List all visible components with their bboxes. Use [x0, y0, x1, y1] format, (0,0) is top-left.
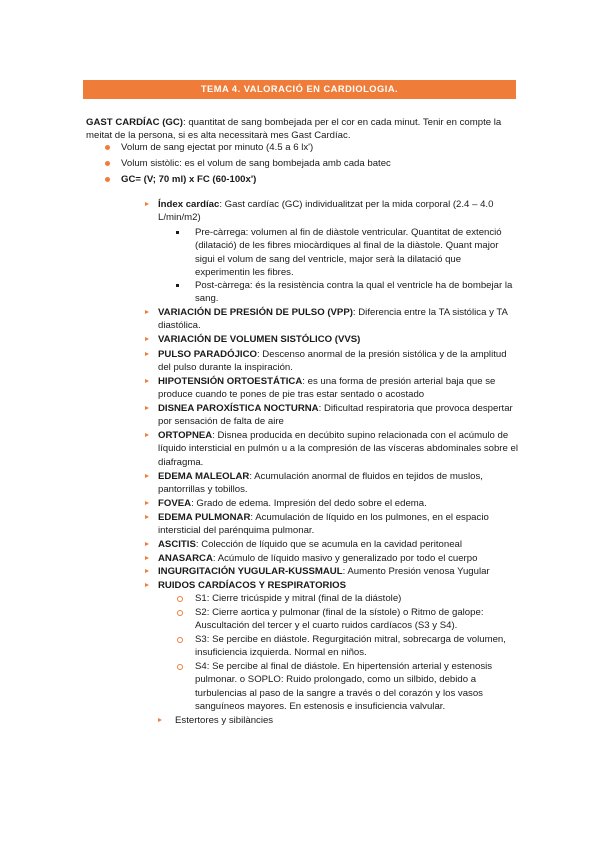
bullet-square-icon: [176, 231, 179, 234]
list-item: EDEMA PULMONAR: Acumulación de líquido en los pulmones, en el espacio intersticial del parénquima pulmonar.: [158, 512, 489, 537]
bullet-circle-icon: [177, 610, 183, 616]
intro-term: GAST CARDÍAC (GC): [86, 117, 183, 128]
bullet-arrow-icon: [145, 501, 149, 505]
bullet-arrow-icon: [158, 718, 162, 722]
list-item: ASCITIS: Colección de líquido que se acumula en la cavidad peritoneal: [158, 539, 462, 550]
bullet-arrow-icon: [145, 474, 149, 478]
bullet-arrow-icon: [145, 569, 149, 573]
list-item: S1: Cierre tricúspide y mitral (final de la diástole): [195, 593, 402, 604]
bullet-arrow-icon: [145, 352, 149, 356]
bullet-square-icon: [176, 284, 179, 287]
list-item: RUIDOS CARDÍACOS Y RESPIRATORIOS: [158, 580, 346, 591]
list-item: Post-càrrega: és la resistència contra la qual el ventricle ha de bombejar la sang.: [195, 280, 513, 305]
bullet-dot-icon: [105, 145, 110, 150]
list-item: ORTOPNEA: Disnea producida en decúbito supino relacionada con el acúmulo de líquido intersticial en pulmón u a la compresión de las vísceras abdominales sobre el diafragma.: [158, 430, 518, 468]
bullet-arrow-icon: [145, 583, 149, 587]
intro-text: : quantitat de sang bombejada per el cor en cada minut. Tenir en compte la meitat de la persona, si es alta necessitarà mes Gast Cardíac.: [86, 117, 502, 142]
list-item: Estertores y sibilàncies: [175, 715, 274, 726]
list-item: VARIACIÓN DE VOLUMEN SISTÓLICO (VVS): [158, 334, 361, 345]
page-title: TEMA 4. VALORACIÓ EN CARDIOLOGIA.: [83, 80, 516, 99]
list-item: Volum de sang ejectat por minuto (4.5 a 6 lx'): [121, 142, 314, 153]
bullet-dot-icon: [105, 161, 110, 166]
bullet-circle-icon: [177, 664, 183, 670]
bullet-arrow-icon: [145, 433, 149, 437]
bullet-arrow-icon: [145, 310, 149, 314]
bullet-arrow-icon: [145, 379, 149, 383]
bullet-circle-icon: [177, 596, 183, 602]
list-item: S3: Se percibe en diástole. Regurgitación mitral, sobrecarga de volumen, insuficiencia izquierda. Normal en niños.: [195, 634, 506, 659]
list-item: PULSO PARADÓJICO: Descenso anormal de la presión sistólica y de la amplitud del pulso durante la inspiración.: [158, 349, 507, 374]
list-item: ANASARCA: Acúmulo de líquido masivo y generalizado por todo el cuerpo: [158, 553, 478, 564]
bullet-arrow-icon: [145, 515, 149, 519]
list-item: VARIACIÓN DE PRESIÓN DE PULSO (VPP): Diferencia entre la TA sistólica y TA diastólica.: [158, 307, 508, 332]
intro-paragraph: [86, 116, 516, 143]
bullet-arrow-icon: [145, 202, 149, 206]
list-item: Índex cardíac: Gast cardíac (GC) individualitzat per la mida corporal (2.4 – 4.0 L/min/m2): [158, 199, 494, 224]
list-item: Volum sistòlic: es el volum de sang bombejada amb cada batec: [121, 158, 391, 169]
list-item: GC= (V; 70 ml) x FC (60-100x'): [121, 174, 257, 185]
list-item: FOVEA: Grado de edema. Impresión del dedo sobre el edema.: [158, 498, 427, 509]
bullet-circle-icon: [177, 637, 183, 643]
list-item: S2: Cierre aortica y pulmonar (final de la sístole) o Ritmo de galope: Auscultación del tercer y el cuarto ruidos cardíacos (S3 y S4).: [195, 607, 484, 632]
list-item: HIPOTENSIÓN ORTOESTÁTICA: es una forma de presión arterial baja que se produce cuando te pones de pie tras estar sentado o acostado: [158, 376, 496, 401]
list-item: Pre-càrrega: volumen al fin de diàstole ventricular. Quantitat de extenció (dilatació) de les fibres miocàrdiques al final de la diàstole. Quant major sigui el volum de sang del ventricle, major serà la dilatació que experimentin les fibres.: [195, 227, 502, 278]
list-item: EDEMA MALEOLAR: Acumulación anormal de fluidos en tejidos de muslos, pantorrillas y tobillos.: [158, 471, 483, 496]
list-item: S4: Se percibe al final de diástole. En hipertensión arterial y estenosis pulmonar. o SOPLO: Ruido prolongado, como un silbido, debido a turbulencias al paso de la sangre a través o del corazón y los vasos sanguíneos mayores. En estenosis e insuficiencia valvular.: [195, 661, 493, 712]
bullet-arrow-icon: [145, 556, 149, 560]
list-item: DISNEA PAROXÍSTICA NOCTURNA: Dificultad respiratoria que provoca despertar por sensación de falta de aire: [158, 403, 513, 428]
bullet-arrow-icon: [145, 542, 149, 546]
bullet-dot-icon: [105, 177, 110, 182]
bullet-arrow-icon: [145, 406, 149, 410]
bullet-arrow-icon: [145, 337, 149, 341]
list-item: INGURGITACIÓN YUGULAR-KUSSMAUL: Aumento Presión venosa Yugular: [158, 566, 490, 577]
